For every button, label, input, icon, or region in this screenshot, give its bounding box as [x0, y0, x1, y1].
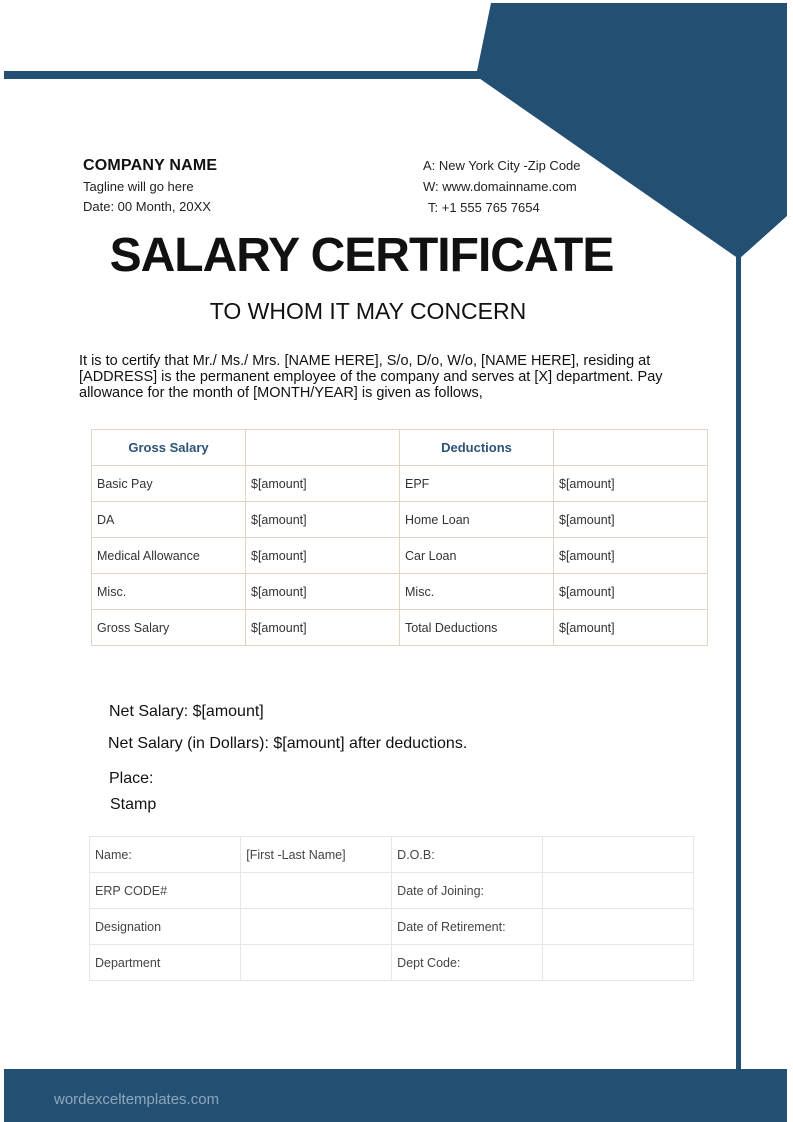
right-vertical-rule	[736, 252, 741, 1072]
table-cell: ERP CODE#	[90, 873, 241, 909]
table-cell	[543, 945, 694, 981]
contact-phone: T: +1 555 765 7654	[428, 200, 540, 215]
table-row	[90, 837, 694, 873]
table-cell: D.O.B:	[392, 837, 543, 873]
table-cell: Dept Code:	[392, 945, 543, 981]
table-row	[92, 502, 708, 538]
table-cell: Department	[90, 945, 241, 981]
net-salary-dollars: Net Salary (in Dollars): $[amount] after deductions.	[108, 735, 468, 752]
table-cell	[241, 945, 392, 981]
table-cell: [First -Last Name]	[241, 837, 392, 873]
salary-table	[91, 429, 708, 646]
table-cell: Date of Retirement:	[392, 909, 543, 945]
table-row	[92, 466, 708, 502]
company-name: COMPANY NAME	[83, 157, 218, 174]
table-row	[90, 945, 694, 981]
table-row	[90, 873, 694, 909]
company-tagline: Tagline will go here	[83, 179, 194, 194]
table-header-cell: Deductions	[400, 430, 554, 466]
employee-info-table	[89, 836, 694, 981]
table-row	[92, 538, 708, 574]
contact-website: W: www.domainname.com	[423, 179, 577, 194]
table-cell: Total Deductions	[400, 610, 554, 646]
place-label: Place:	[109, 770, 154, 787]
table-cell	[543, 873, 694, 909]
table-cell: Medical Allowance	[92, 538, 246, 574]
table-cell: Home Loan	[400, 502, 554, 538]
table-cell: Gross Salary	[92, 610, 246, 646]
table-header-cell: Gross Salary	[92, 430, 246, 466]
table-cell: $[amount]	[246, 610, 400, 646]
table-cell: $[amount]	[554, 502, 708, 538]
table-cell: Misc.	[92, 574, 246, 610]
table-row	[92, 574, 708, 610]
document-date: Date: 00 Month, 20XX	[83, 199, 211, 214]
table-cell: EPF	[400, 466, 554, 502]
company-block	[83, 157, 217, 217]
table-cell: $[amount]	[246, 538, 400, 574]
table-cell: $[amount]	[554, 538, 708, 574]
table-cell: DA	[92, 502, 246, 538]
table-cell: $[amount]	[246, 466, 400, 502]
footer-watermark-text: wordexceltemplates.com	[54, 1091, 220, 1108]
table-cell: $[amount]	[554, 610, 708, 646]
table-header-cell	[554, 430, 708, 466]
top-rule	[4, 71, 480, 79]
salary-table-header-row	[92, 430, 708, 466]
table-cell: $[amount]	[554, 466, 708, 502]
table-cell	[241, 873, 392, 909]
table-row	[90, 909, 694, 945]
corner-shape	[476, 3, 787, 259]
table-cell: $[amount]	[246, 502, 400, 538]
table-cell: $[amount]	[246, 574, 400, 610]
stamp-label: Stamp	[110, 796, 157, 813]
table-cell: Misc.	[400, 574, 554, 610]
page-subtitle: TO WHOM IT MAY CONCERN	[209, 298, 527, 324]
contact-address: A: New York City -Zip Code	[423, 158, 581, 173]
table-cell: $[amount]	[554, 574, 708, 610]
table-cell: Name:	[90, 837, 241, 873]
contact-block	[423, 155, 581, 218]
footer-bar	[4, 1069, 787, 1122]
table-row	[92, 610, 708, 646]
net-salary: Net Salary: $[amount]	[109, 703, 264, 720]
page-title: SALARY CERTIFICATE	[109, 229, 614, 282]
table-cell	[543, 909, 694, 945]
table-cell: Basic Pay	[92, 466, 246, 502]
table-cell	[241, 909, 392, 945]
table-cell	[543, 837, 694, 873]
table-cell: Date of Joining:	[392, 873, 543, 909]
table-header-cell	[246, 430, 400, 466]
table-cell: Car Loan	[400, 538, 554, 574]
table-cell: Designation	[90, 909, 241, 945]
intro-paragraph: It is to certify that Mr./ Ms./ Mrs. [NAME HERE], S/o, D/o, W/o, [NAME HERE], residing at [ADDRESS] is the permanent employee of the company and serves at [X] department. Pay allowance for the month of [MONTH/YEAR] is given as follows,	[79, 353, 663, 401]
